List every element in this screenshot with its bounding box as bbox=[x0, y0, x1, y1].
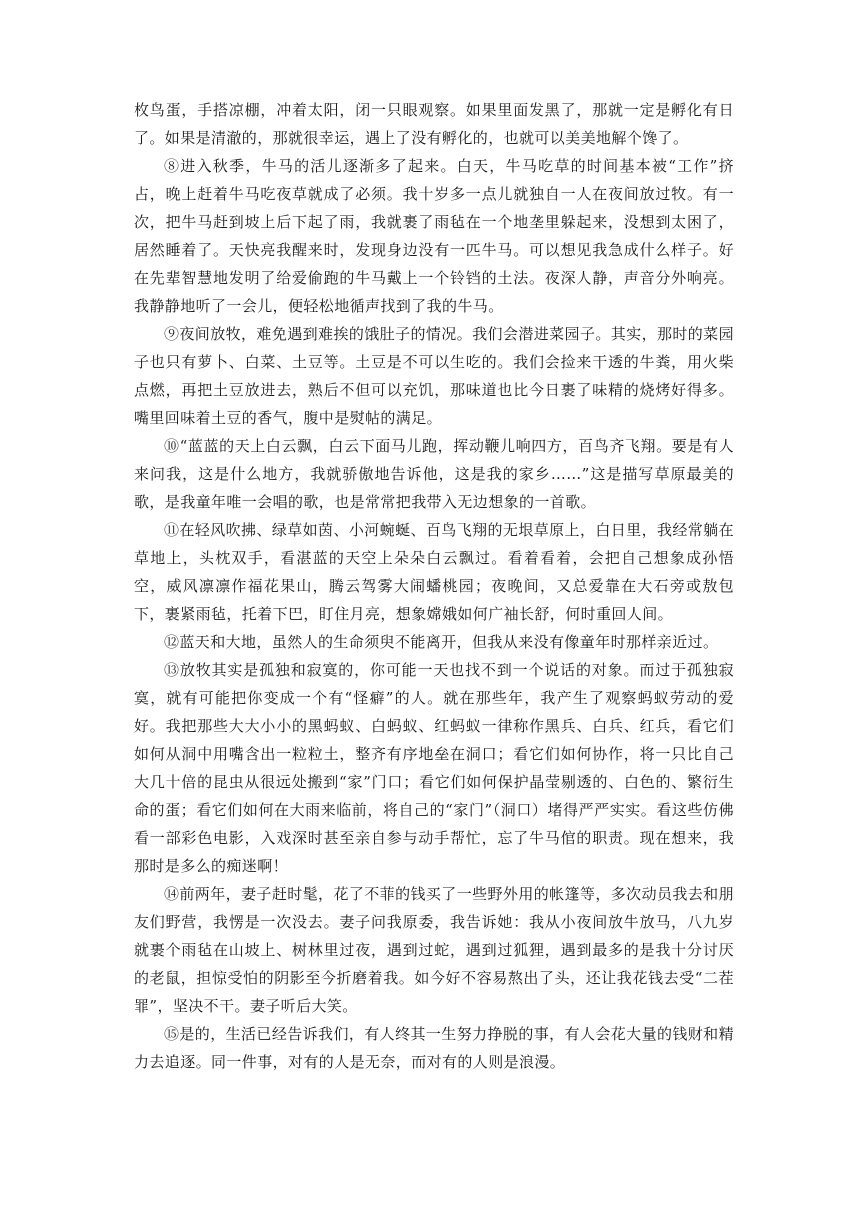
paragraph-8: ⑧进入秋季，牛马的活儿逐渐多了起来。白天，牛马吃草的时间基本被“工作”挤占，晚上赶着牛马吃夜草就成了必须。我十岁多一点儿就独自一人在夜间放过牧。有一次，把牛马赶到坡上后下起了雨，我就裹了雨毡在一个地垄里躲起来，没想到太困了，居然睡着了。天快亮我醒来时，发现身边没有一匹牛马。可以想见我急成什么样子。好在先辈智慧地发明了给爱偷跑的牛马戴上一个铃铛的土法。夜深人静，声音分外响亮。我静静地听了一会儿，便轻松地循声找到了我的牛马。 bbox=[134, 157, 734, 315]
paragraph-11: ⑪在轻风吹拂、绿草如茵、小河蜿蜒、百鸟飞翔的无垠草原上，白日里，我经常躺在草地上，头枕双手，看湛蓝的天空上朵朵白云飘过。看着看着，会把自己想象成孙悟空，威风凛凛作福花果山，腾云驾雾大闹蟠桃园；夜晚间，又总爱靠在大石旁或敖包下，裹紧雨毡，托着下巴，盯住月亮，想象嫦娥如何广袖长舒，何时重回人间。 bbox=[134, 521, 734, 623]
article-body bbox=[134, 96, 734, 1076]
paragraph-10: ⑩“蓝蓝的天上白云飘，白云下面马儿跑，挥动鞭儿响四方，百鸟齐飞翔。要是有人来问我，这是什么地方，我就骄傲地告诉他，这是我的家乡……”这是描写草原最美的歌，是我童年唯一会唱的歌，也是常常把我带入无边想象的一首歌。 bbox=[134, 437, 734, 511]
paragraph-15: ⑮是的，生活已经告诉我们，有人终其一生努力挣脱的事，有人会花大量的钱财和精力去追逐。同一件事，对有的人是无奈，而对有的人则是浪漫。 bbox=[134, 1025, 734, 1071]
paragraph-12: ⑫蓝天和大地，虽然人的生命须臾不能离开，但我从来没有像童年时那样亲近过。 bbox=[164, 633, 719, 651]
paragraph-continuation: 枚鸟蛋，手搭凉棚，冲着太阳，闭一只眼观察。如果里面发黑了，那就一定是孵化有日了。如果是清澈的，那就很幸运，遇上了没有孵化的，也就可以美美地解个馋了。 bbox=[134, 101, 734, 147]
paragraph-14: ⑭前两年，妻子赶时髦，花了不菲的钱买了一些野外用的帐篷等，多次动员我去和朋友们野营，我愣是一次没去。妻子问我原委，我告诉她：我从小夜间放牛放马，八九岁就裹个雨毡在山坡上、树林里过夜，遇到过蛇，遇到过狐狸，遇到最多的是我十分讨厌的老鼠，担惊受怕的阴影至今折磨着我。如今好不容易熬出了头，还让我花钱去受“二茬罪”，坚决不干。妻子听后大笑。 bbox=[134, 885, 734, 1015]
paragraph-13: ⑬放牧其实是孤独和寂寞的，你可能一天也找不到一个说话的对象。而过于孤独寂寞，就有可能把你变成一个有“怪癖”的人。就在那些年，我产生了观察蚂蚁劳动的爱好。我把那些大大小小的黑蚂蚁、白蚂蚁、红蚂蚁一律称作黑兵、白兵、红兵，看它们如何从洞中用嘴含出一粒粒土，整齐有序地垒在洞口；看它们如何协作，将一只比自己大几十倍的昆虫从很远处搬到“家”门口；看它们如何保护晶莹剔透的、白色的、繁衍生命的蛋；看它们如何在大雨来临前，将自己的“家门”（洞口）堵得严严实实。看这些仿佛看一部彩色电影，入戏深时甚至亲自参与动手帮忙，忘了牛马倌的职责。现在想来，我那时是多么的痴迷啊！ bbox=[134, 661, 734, 875]
paragraph-9: ⑨夜间放牧，难免遇到难挨的饿肚子的情况。我们会潜进菜园子。其实，那时的菜园子也只有萝卜、白菜、土豆等。土豆是不可以生吃的。我们会捡来干透的牛粪，用火柴点燃，再把土豆放进去，熟后不但可以充饥，那味道也比今日裹了味精的烧烤好得多。嘴里回味着土豆的香气，腹中是熨帖的满足。 bbox=[134, 325, 734, 427]
